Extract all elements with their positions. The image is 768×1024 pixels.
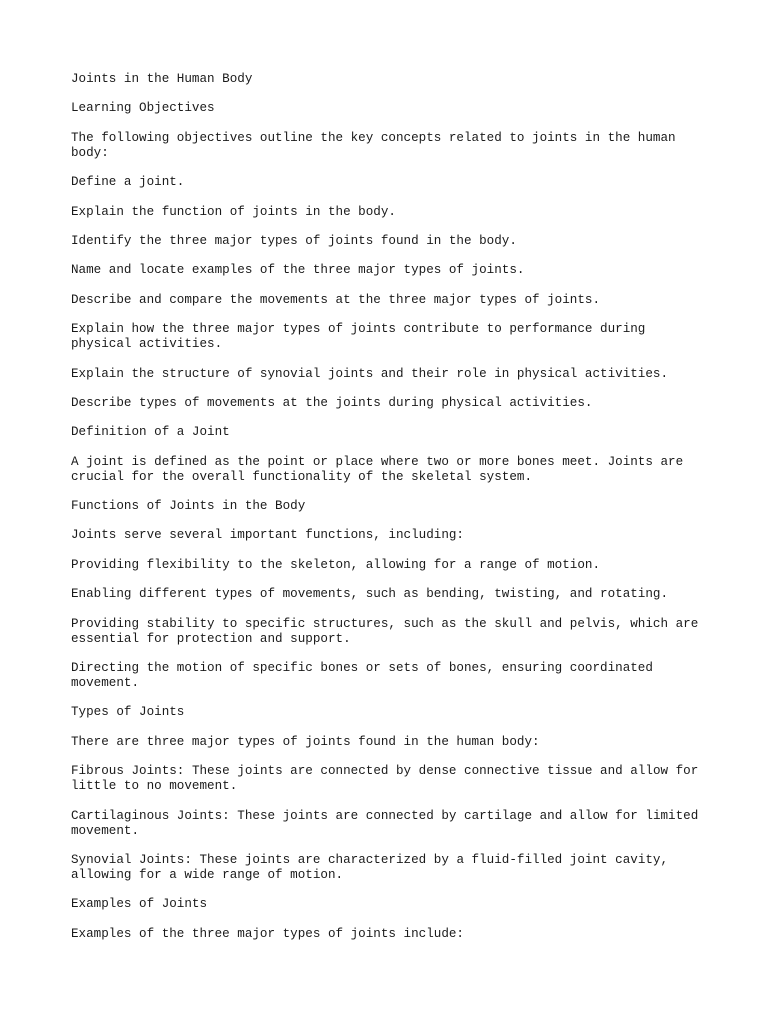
definition-heading: Definition of a Joint: [71, 425, 230, 440]
function-item: Providing stability to specific structures, such as the skull and pelvis, which are essential for protection and support.: [71, 616, 699, 646]
joint-type-term: Synovial Joints:: [71, 852, 192, 867]
joint-type-term: Cartilaginous Joints:: [71, 808, 230, 823]
joint-type-text: These joints are connected by cartilage and allow for limited movement.: [71, 808, 699, 838]
joint-type-item: [71, 809, 711, 839]
objective-item: Explain the structure of synovial joints and their role in physical activities.: [71, 366, 669, 381]
objective-item: Describe types of movements at the joints during physical activities.: [71, 395, 593, 410]
types-intro: There are three major types of joints found in the human body:: [71, 734, 540, 749]
functions-heading: Functions of Joints in the Body: [71, 499, 306, 514]
function-item: Providing flexibility to the skeleton, allowing for a range of motion.: [71, 557, 601, 572]
objective-item: Explain the function of joints in the body.: [71, 204, 396, 219]
objective-item: Define a joint.: [71, 175, 185, 190]
learning-objectives-heading: Learning Objectives: [71, 101, 215, 116]
examples-intro: Examples of the three major types of joints include:: [71, 926, 464, 941]
document-page: [71, 72, 711, 956]
examples-heading: Examples of Joints: [71, 897, 208, 912]
joint-type-text: These joints are characterized by a fluid-filled joint cavity, allowing for a wide range of motion.: [71, 852, 669, 882]
joint-type-item: [71, 853, 711, 883]
joint-type-item: [71, 764, 711, 794]
function-item: Directing the motion of specific bones or sets of bones, ensuring coordinated movement.: [71, 661, 653, 691]
joint-type-text: These joints are connected by dense connective tissue and allow for little to no movement.: [71, 764, 699, 794]
function-item: Enabling different types of movements, such as bending, twisting, and rotating.: [71, 587, 669, 602]
joint-type-term: Fibrous Joints:: [71, 764, 185, 779]
objective-item: Name and locate examples of the three major types of joints.: [71, 263, 525, 278]
functions-intro: Joints serve several important functions, including:: [71, 528, 464, 543]
objectives-intro: The following objectives outline the key concepts related to joints in the human body:: [71, 130, 676, 160]
document-title: Joints in the Human Body: [71, 72, 253, 86]
objective-item: Describe and compare the movements at the three major types of joints.: [71, 292, 601, 307]
types-heading: Types of Joints: [71, 705, 185, 720]
definition-text: A joint is defined as the point or place where two or more bones meet. Joints are crucial for the overall functionality of the skeletal system.: [71, 454, 684, 484]
objective-item: Identify the three major types of joints found in the body.: [71, 233, 517, 248]
objective-item: Explain how the three major types of joints contribute to performance during physical activities.: [71, 322, 646, 352]
